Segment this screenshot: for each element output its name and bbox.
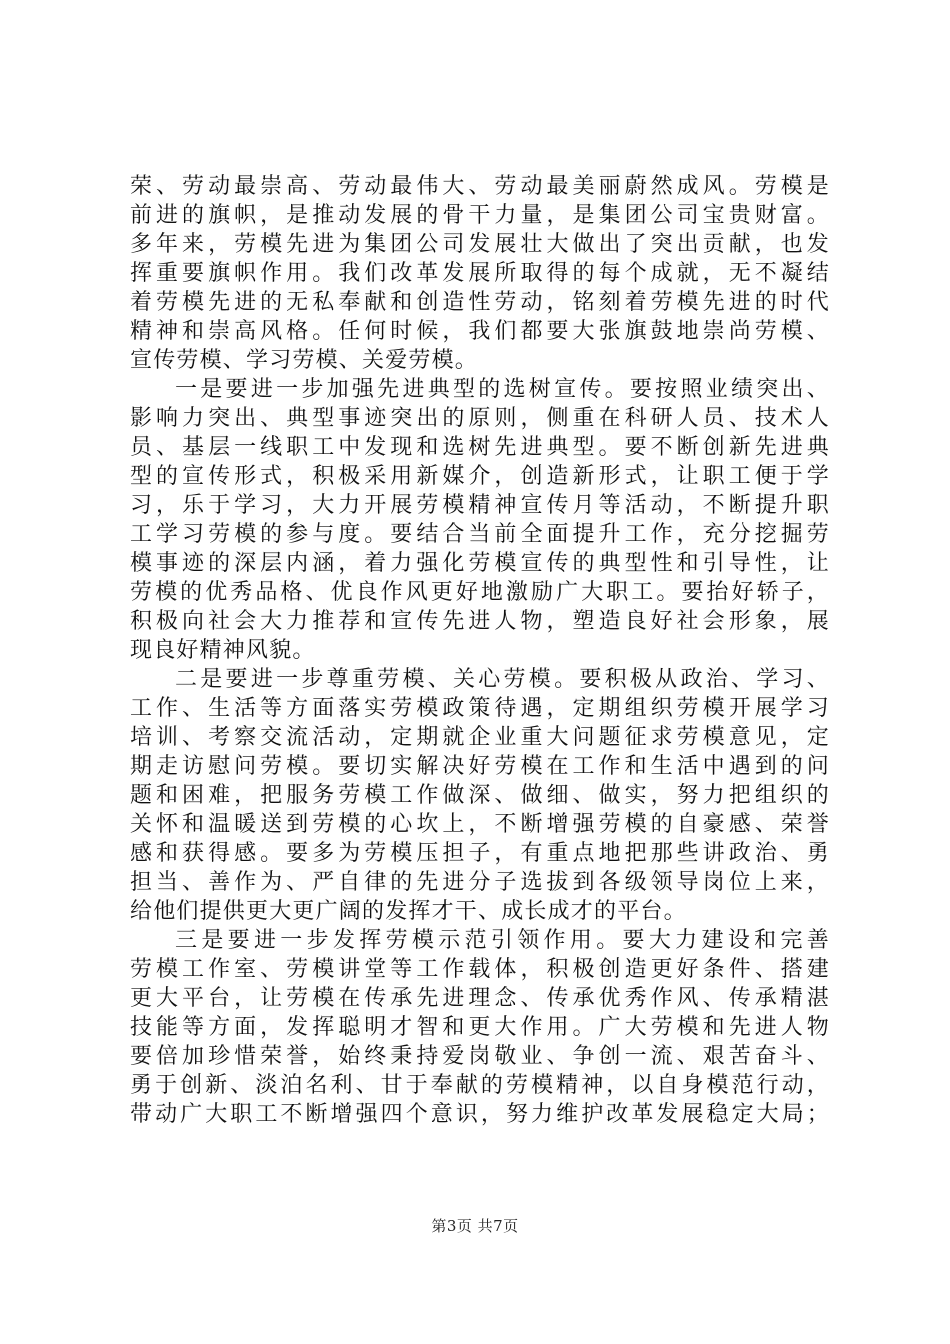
text-line: 培训、考察交流活动，定期就企业重大问题征求劳模意见，定 [130, 725, 830, 750]
text-line: 题和困难，把服务劳模工作做深、做细、做实，努力把组织的 [130, 783, 830, 808]
text-line: 工学习劳模的参与度。要结合当前全面提升工作，充分挖掘劳 [130, 522, 830, 547]
text-line: 前进的旗帜，是推动发展的骨干力量，是集团公司宝贵财富。 [130, 203, 830, 228]
text-line: 给他们提供更大更广阔的发挥才干、成长成才的平台。 [130, 899, 687, 924]
text-line: 勇于创新、淡泊名利、甘于奉献的劳模精神，以自身模范行动， [130, 1073, 830, 1098]
document-body [130, 172, 830, 1129]
text-line: 要倍加珍惜荣誉，始终秉持爱岗敬业、争创一流、艰苦奋斗、 [130, 1044, 830, 1069]
text-line: 二是要进一步尊重劳模、关心劳模。要积极从政治、学习、 [175, 667, 830, 692]
text-line: 感和获得感。要多为劳模压担子，有重点地把那些讲政治、勇 [130, 841, 830, 866]
text-line: 多年来，劳模先进为集团公司发展壮大做出了突出贡献，也发 [130, 232, 830, 257]
text-line: 担当、善作为、严自律的先进分子选拔到各级领导岗位上来， [130, 870, 830, 895]
text-line: 精神和崇高风格。任何时候，我们都要大张旗鼓地崇尚劳模、 [130, 319, 830, 344]
text-line: 习，乐于学习，大力开展劳模精神宣传月等活动，不断提升职 [130, 493, 830, 518]
text-line: 积极向社会大力推荐和宣传先进人物，塑造良好社会形象，展 [130, 609, 830, 634]
text-line: 影响力突出、典型事迹突出的原则，侧重在科研人员、技术人 [130, 406, 830, 431]
text-line: 荣、劳动最崇高、劳动最伟大、劳动最美丽蔚然成风。劳模是 [130, 174, 830, 199]
text-line: 一是要进一步加强先进典型的选树宣传。要按照业绩突出、 [175, 377, 830, 402]
text-line: 期走访慰问劳模。要切实解决好劳模在工作和生活中遇到的问 [130, 754, 830, 779]
text-line: 更大平台，让劳模在传承先进理念、传承优秀作风、传承精湛 [130, 986, 830, 1011]
text-line: 工作、生活等方面落实劳模政策待遇，定期组织劳模开展学习 [130, 696, 830, 721]
text-line: 三是要进一步发挥劳模示范引领作用。要大力建设和完善 [175, 928, 830, 953]
text-line: 劳模工作室、劳模讲堂等工作载体，积极创造更好条件、搭建 [130, 957, 830, 982]
text-line: 关怀和温暖送到劳模的心坎上，不断增强劳模的自豪感、荣誉 [130, 812, 830, 837]
text-line: 宣传劳模、学习劳模、关爱劳模。 [130, 348, 479, 373]
text-line: 模事迹的深层内涵，着力强化劳模宣传的典型性和引导性，让 [130, 551, 830, 576]
page-number-footer: 第3页 共7页 [431, 1217, 519, 1235]
text-line: 带动广大职工不断增强四个意识，努力维护改革发展稳定大局； [130, 1102, 830, 1127]
text-line: 挥重要旗帜作用。我们改革发展所取得的每个成就，无不凝结 [130, 261, 830, 286]
text-line: 员、基层一线职工中发现和选树先进典型。要不断创新先进典 [130, 435, 830, 460]
text-line: 现良好精神风貌。 [130, 638, 316, 663]
text-line: 着劳模先进的无私奉献和创造性劳动，铭刻着劳模先进的时代 [130, 290, 830, 315]
text-line: 技能等方面，发挥聪明才智和更大作用。广大劳模和先进人物 [130, 1015, 830, 1040]
text-line: 型的宣传形式，积极采用新媒介，创造新形式，让职工便于学 [130, 464, 830, 489]
text-line: 劳模的优秀品格、优良作风更好地激励广大职工。要抬好轿子， [130, 580, 830, 605]
